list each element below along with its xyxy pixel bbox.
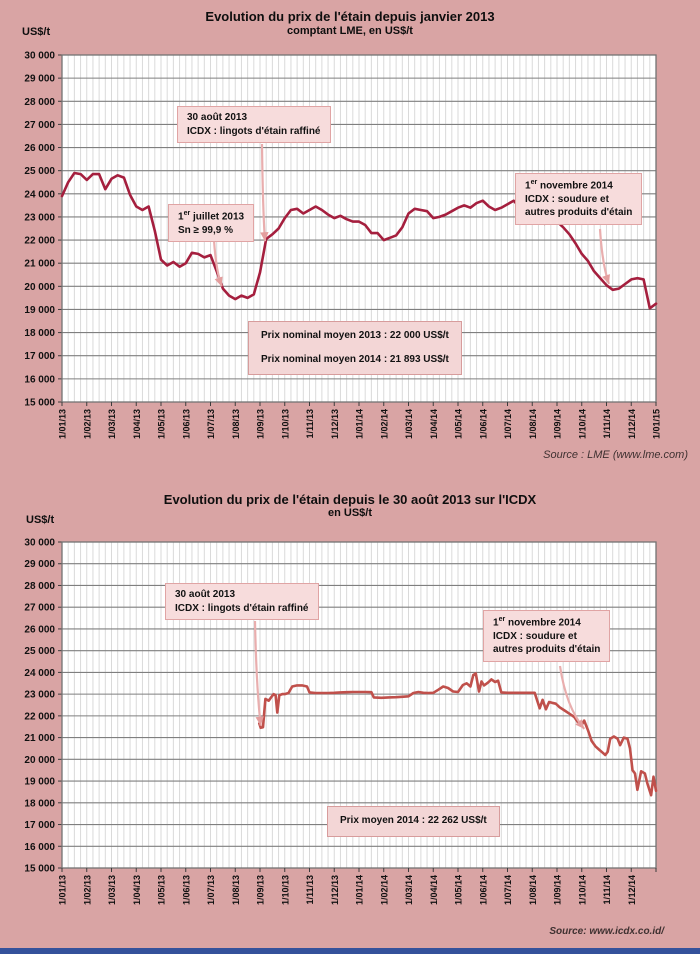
y-axis xyxy=(24,538,62,875)
svg-text:1/01/13: 1/01/13 xyxy=(57,409,68,440)
svg-text:15 000: 15 000 xyxy=(24,397,55,409)
source-note-lme: Source : LME (www.lme.com) xyxy=(543,449,688,461)
chart-subtitle-lme: comptant LME, en US$/t xyxy=(287,25,413,37)
svg-text:1/07/14: 1/07/14 xyxy=(503,409,513,440)
svg-text:1/05/13: 1/05/13 xyxy=(156,409,167,440)
svg-text:23 000: 23 000 xyxy=(24,689,55,701)
svg-text:1/04/13: 1/04/13 xyxy=(131,875,142,906)
svg-text:1/04/14: 1/04/14 xyxy=(428,875,439,906)
icdx-chart-panel xyxy=(0,480,700,948)
svg-text:1/08/14: 1/08/14 xyxy=(527,409,538,440)
svg-text:20 000: 20 000 xyxy=(24,754,55,766)
svg-text:1/12/13: 1/12/13 xyxy=(329,409,340,440)
svg-text:19 000: 19 000 xyxy=(24,304,55,316)
svg-text:25 000: 25 000 xyxy=(24,166,55,178)
svg-text:30 000: 30 000 xyxy=(24,537,55,549)
svg-text:25 000: 25 000 xyxy=(24,646,55,658)
svg-text:21 000: 21 000 xyxy=(24,733,55,745)
svg-text:1/06/14: 1/06/14 xyxy=(478,875,489,906)
annotation-callout: 30 août 2013 ICDX : lingots d'étain raffiné xyxy=(165,583,319,620)
average-price-note: Prix moyen 2014 : 22 262 US$/t xyxy=(327,806,500,837)
chart-subtitle-icdx: en US$/t xyxy=(327,507,372,519)
annotation-callout: 1er novembre 2014 ICDX : soudure et autres produits d'étain xyxy=(483,610,610,662)
annotation-callout: 1er novembre 2014 ICDX : soudure et autres produits d'étain xyxy=(515,173,642,225)
svg-text:1/11/14: 1/11/14 xyxy=(602,875,612,905)
svg-text:1/02/13: 1/02/13 xyxy=(82,875,93,906)
svg-text:1/08/14: 1/08/14 xyxy=(527,875,538,906)
svg-text:1/05/14: 1/05/14 xyxy=(453,409,464,440)
svg-text:1/02/14: 1/02/14 xyxy=(379,409,390,440)
svg-text:1/10/14: 1/10/14 xyxy=(577,409,588,440)
svg-text:1/11/13: 1/11/13 xyxy=(305,875,315,905)
svg-text:29 000: 29 000 xyxy=(24,559,55,571)
svg-text:28 000: 28 000 xyxy=(24,580,55,592)
chart-canvas xyxy=(0,480,700,948)
svg-text:1/03/14: 1/03/14 xyxy=(404,409,414,440)
svg-text:1/09/13: 1/09/13 xyxy=(255,875,266,906)
svg-text:16 000: 16 000 xyxy=(24,374,55,386)
svg-text:1/01/13: 1/01/13 xyxy=(57,875,68,906)
y-axis-unit-label: US$/t xyxy=(22,26,51,38)
svg-text:1/03/13: 1/03/13 xyxy=(107,409,117,440)
svg-text:27 000: 27 000 xyxy=(24,602,55,614)
svg-text:20 000: 20 000 xyxy=(24,281,55,293)
svg-text:1/06/14: 1/06/14 xyxy=(478,409,489,440)
svg-text:1/02/13: 1/02/13 xyxy=(82,409,93,440)
svg-text:1/01/14: 1/01/14 xyxy=(354,875,365,906)
chart-title-lme: Evolution du prix de l'étain depuis janvier 2013 xyxy=(205,9,495,24)
svg-text:1/07/13: 1/07/13 xyxy=(206,409,216,440)
svg-text:1/05/13: 1/05/13 xyxy=(156,875,167,906)
source-note-icdx: Source: www.icdx.co.id/ xyxy=(549,926,664,937)
annotation-callout: 1er juillet 2013 Sn ≥ 99,9 % xyxy=(168,204,254,242)
svg-text:1/01/14: 1/01/14 xyxy=(354,409,365,440)
svg-text:1/08/13: 1/08/13 xyxy=(230,409,241,440)
svg-text:1/10/13: 1/10/13 xyxy=(280,409,291,440)
svg-text:1/05/14: 1/05/14 xyxy=(453,875,464,906)
svg-text:1/06/13: 1/06/13 xyxy=(181,409,192,440)
footer-bar xyxy=(0,948,700,954)
svg-text:1/09/13: 1/09/13 xyxy=(255,409,266,440)
svg-text:1/10/14: 1/10/14 xyxy=(577,875,588,906)
svg-text:1/02/14: 1/02/14 xyxy=(379,875,390,906)
svg-text:1/06/13: 1/06/13 xyxy=(181,875,192,906)
svg-text:1/07/13: 1/07/13 xyxy=(206,875,216,906)
svg-text:24 000: 24 000 xyxy=(24,667,55,679)
svg-text:18 000: 18 000 xyxy=(24,328,55,340)
svg-text:1/10/13: 1/10/13 xyxy=(280,875,291,906)
svg-text:18 000: 18 000 xyxy=(24,798,55,810)
svg-text:1/09/14: 1/09/14 xyxy=(552,875,563,906)
y-axis-unit-label: US$/t xyxy=(26,514,55,526)
svg-text:1/04/14: 1/04/14 xyxy=(428,409,439,440)
average-price-note: Prix nominal moyen 2013 : 22 000 US$/t Prix nominal moyen 2014 : 21 893 US$/t xyxy=(248,321,462,375)
svg-text:1/03/14: 1/03/14 xyxy=(404,875,414,906)
svg-text:17 000: 17 000 xyxy=(24,351,55,363)
chart-title-icdx: Evolution du prix de l'étain depuis le 30 août 2013 sur l'ICDX xyxy=(163,492,537,507)
svg-text:22 000: 22 000 xyxy=(24,711,55,723)
svg-text:30 000: 30 000 xyxy=(24,50,55,62)
svg-text:26 000: 26 000 xyxy=(24,624,55,636)
svg-text:23 000: 23 000 xyxy=(24,212,55,224)
svg-text:1/12/13: 1/12/13 xyxy=(329,875,340,906)
svg-text:15 000: 15 000 xyxy=(24,863,55,875)
x-axis xyxy=(58,402,662,439)
svg-text:1/07/14: 1/07/14 xyxy=(503,875,513,906)
svg-text:21 000: 21 000 xyxy=(24,258,55,270)
svg-text:26 000: 26 000 xyxy=(24,143,55,155)
svg-text:17 000: 17 000 xyxy=(24,820,55,832)
svg-text:28 000: 28 000 xyxy=(24,96,55,108)
svg-text:1/08/13: 1/08/13 xyxy=(230,875,241,906)
svg-text:24 000: 24 000 xyxy=(24,189,55,201)
svg-text:16 000: 16 000 xyxy=(24,841,55,853)
svg-text:1/01/15: 1/01/15 xyxy=(651,409,662,440)
svg-text:27 000: 27 000 xyxy=(24,119,55,131)
svg-text:1/09/14: 1/09/14 xyxy=(552,409,563,440)
svg-text:1/12/14: 1/12/14 xyxy=(626,875,637,906)
svg-text:1/04/13: 1/04/13 xyxy=(131,409,142,440)
x-axis xyxy=(58,868,657,905)
svg-text:1/11/14: 1/11/14 xyxy=(602,409,612,439)
svg-text:19 000: 19 000 xyxy=(24,776,55,788)
icdx-price-line-chart xyxy=(0,480,700,948)
svg-text:29 000: 29 000 xyxy=(24,73,55,85)
svg-text:1/11/13: 1/11/13 xyxy=(305,409,315,439)
annotation-callout: 30 août 2013 ICDX : lingots d'étain raffiné xyxy=(177,106,331,143)
svg-text:22 000: 22 000 xyxy=(24,235,55,247)
svg-text:1/03/13: 1/03/13 xyxy=(107,875,117,906)
y-axis xyxy=(24,51,62,409)
svg-text:1/12/14: 1/12/14 xyxy=(626,409,637,440)
